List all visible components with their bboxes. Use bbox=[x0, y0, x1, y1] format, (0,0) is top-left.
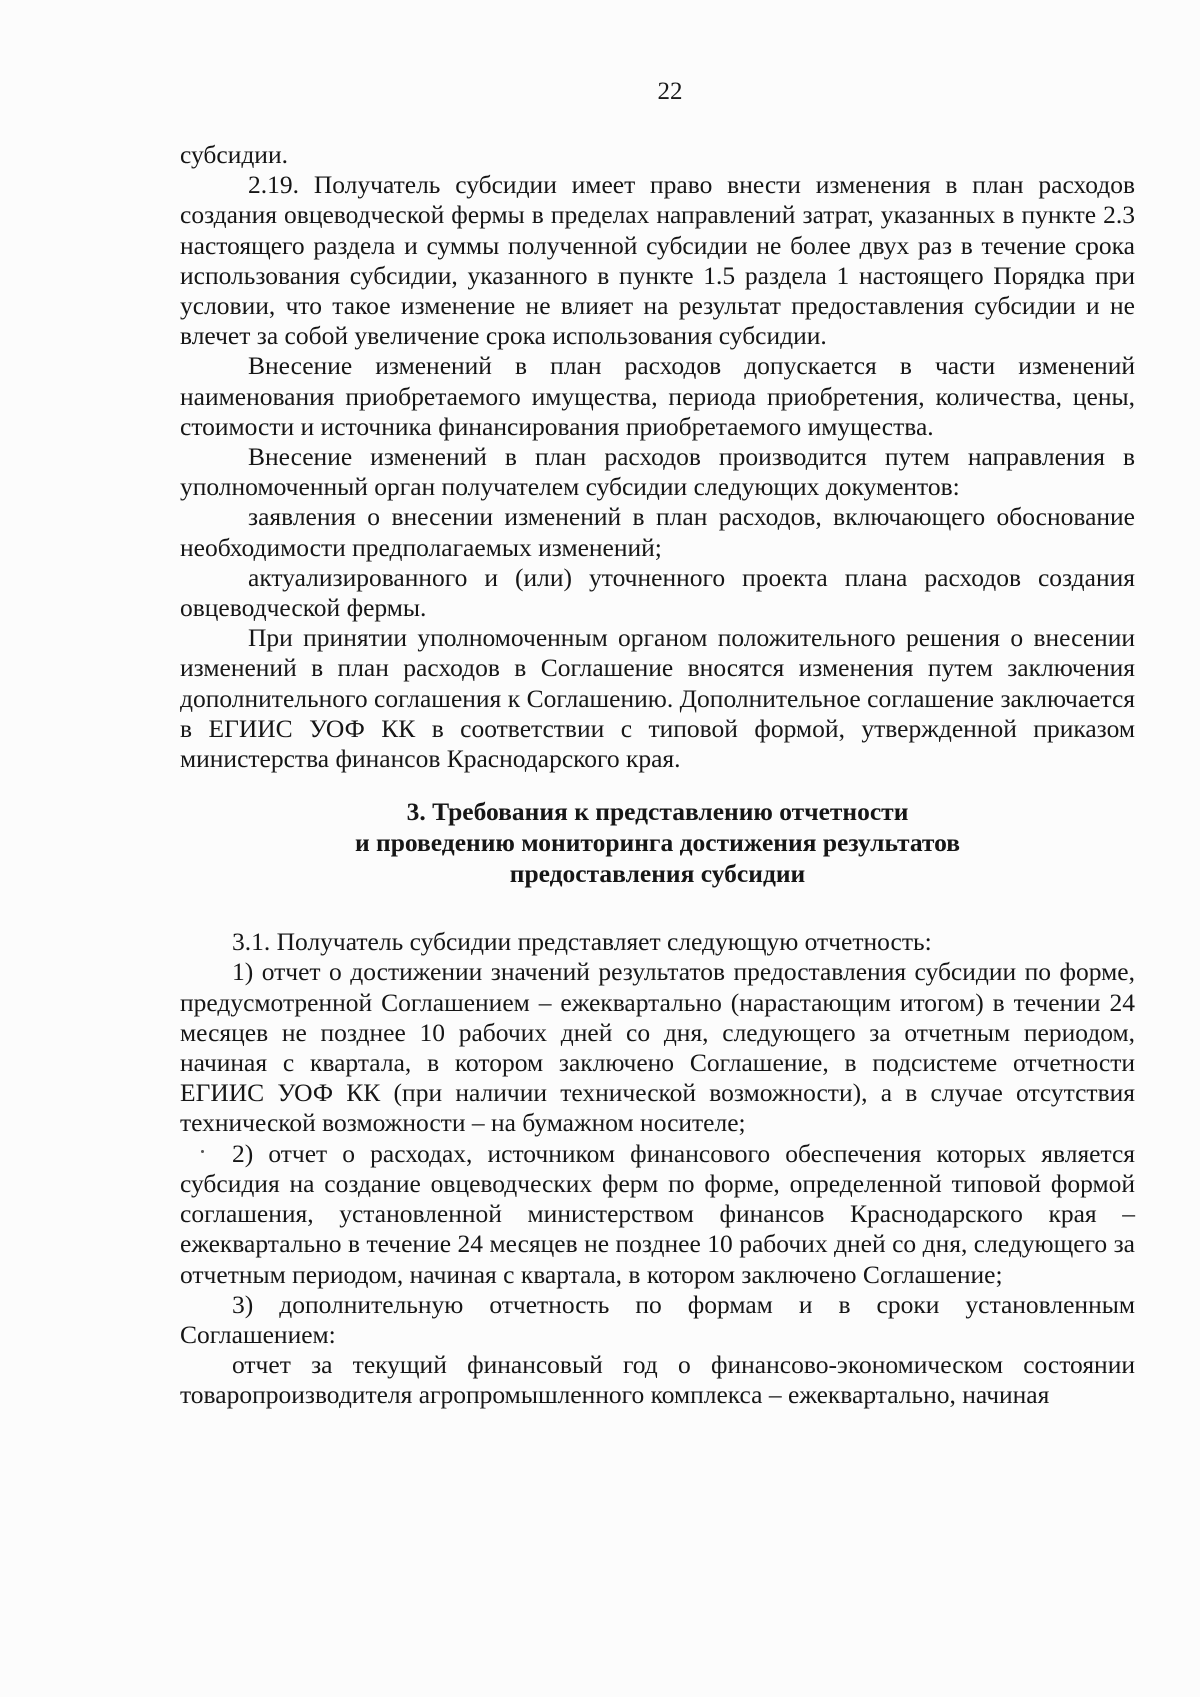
section-heading bbox=[180, 796, 1135, 889]
paragraph: 2) отчет о расходах, источником финансового обеспечения которых является субсидия на создание овцеводческих ферм по форме, определенной типовой формой соглашения, установленной министерством финансов Краснодарского края – ежеквартально в течение 24 месяцев не позднее 10 рабочих дней со дня, следующего за отчетным периодом, начиная с квартала, в котором заключено Соглашение; bbox=[180, 1138, 1135, 1289]
paragraph: При принятии уполномоченным органом положительного решения о внесении изменений в план расходов в Соглашение вносятся изменения путем заключения дополнительного соглашения к Соглашению. Дополнительное соглашение заключается в ЕГИИС УОФ КК в соответствии с типовой формой, утвержденной приказом министерства финансов Краснодарского края. bbox=[180, 623, 1135, 774]
paragraph: субсидии. bbox=[180, 140, 288, 169]
scan-speck bbox=[201, 1150, 204, 1153]
paragraph: отчет за текущий финансовый год о финансово-экономическом состоянии товаропроизводителя агропромышленного комплекса – ежеквартально, начиная bbox=[180, 1350, 1135, 1410]
section-heading-line: 3. Требования к представлению отчетности bbox=[406, 797, 909, 827]
paragraph: 2.19. Получатель субсидии имеет право внести изменения в план расходов создания овцеводческой фермы в пределах направлений затрат, указанных в пункте 2.3 настоящего раздела и суммы полученной субсидии не более двух раз в течение срока использования субсидии, указанного в пункте 1.5 раздела 1 настоящего Порядка при условии, что такое изменение не влияет на результат предоставления субсидии и не влечет за собой увеличение срока использования субсидии. bbox=[180, 170, 1135, 351]
paragraph: 1) отчет о достижении значений результатов предоставления субсидии по форме, предусмотренной Соглашением – ежеквартально (нарастающим итогом) в течении 24 месяцев не позднее 10 рабочих дней со дня, следующего за отчетным периодом, начиная с квартала, в котором заключено Соглашение, в подсистеме отчетности ЕГИИС УОФ КК (при наличии технической возможности), а в случае отсутствия технической возможности – на бумажном носителе; bbox=[180, 957, 1135, 1138]
document-body bbox=[180, 140, 1135, 1411]
page-number: 22 bbox=[657, 78, 683, 105]
paragraph: заявления о внесении изменений в план расходов, включающего обоснование необходимости предполагаемых изменений; bbox=[180, 502, 1135, 562]
paragraph: 3) дополнительную отчетность по формам и в сроки установленным Соглашением: bbox=[180, 1289, 1135, 1349]
section-heading-line: предоставления субсидии bbox=[509, 859, 806, 889]
paragraph: Внесение изменений в план расходов производится путем направления в уполномоченный орган получателем субсидии следующих документов: bbox=[180, 442, 1135, 502]
paragraph: Внесение изменений в план расходов допускается в части изменений наименования приобретаемого имущества, периода приобретения, количества, цены, стоимости и источника финансирования приобретаемого имущества. bbox=[180, 351, 1135, 441]
section-heading-line: и проведению мониторинга достижения результатов bbox=[354, 828, 960, 858]
paragraph: актуализированного и (или) уточненного проекта плана расходов создания овцеводческой фермы. bbox=[180, 562, 1135, 623]
paragraph: 3.1. Получатель субсидии представляет следующую отчетность: bbox=[232, 927, 932, 957]
